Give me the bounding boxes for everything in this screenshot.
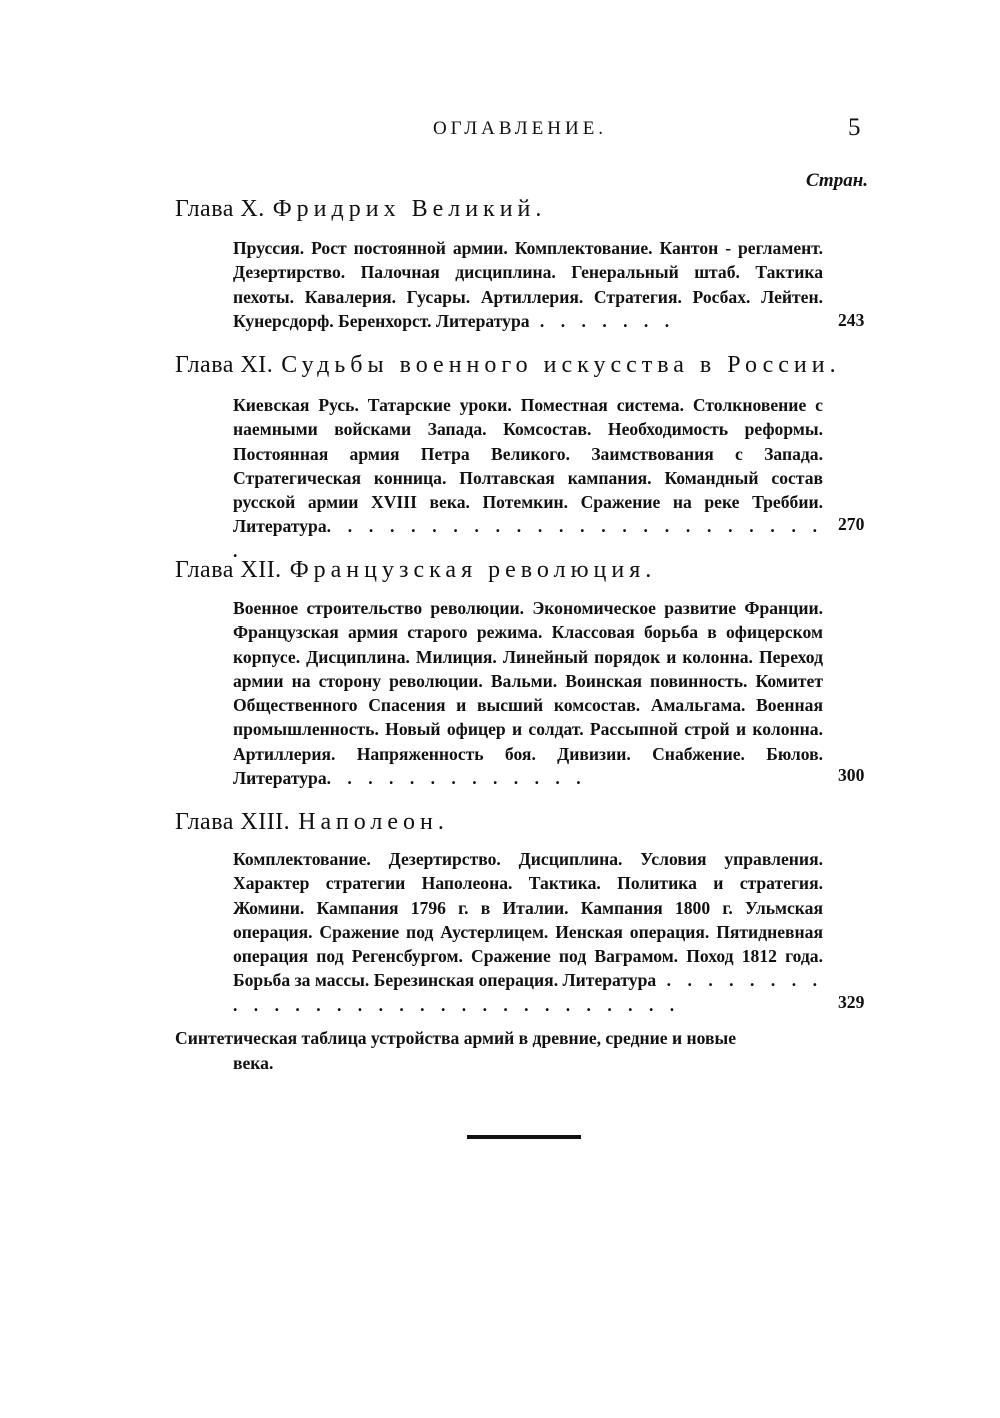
chapter-contents <box>233 236 823 333</box>
chapter-title: Французская революция. <box>289 557 657 583</box>
chapter-number: Глава XIII. <box>175 809 291 835</box>
pages-column-label: Стран. <box>805 170 868 191</box>
chapter-number: Глава XII. <box>175 557 282 583</box>
chapter-number: Глава XI. <box>175 352 274 378</box>
chapter-contents <box>233 393 823 563</box>
chapter-page-number: 243 <box>838 310 865 330</box>
running-title: ОГЛАВЛЕНИЕ. <box>432 118 608 139</box>
dot-leaders: . . . . . . . . . . . . . . . . . . . . . . . . . . . . . . <box>233 970 823 1015</box>
chapter-heading <box>175 809 449 836</box>
chapter-number: Глава X. <box>175 196 265 222</box>
chapter-title: Фридрих Великий. <box>272 196 547 222</box>
chapter-heading <box>175 557 656 584</box>
dot-leaders: . . . . . . . . . . . . . . . . . . . . . . . . . <box>233 516 823 561</box>
chapter-heading <box>175 196 546 223</box>
chapter-contents <box>233 596 823 790</box>
synthetic-table-entry <box>175 1026 823 1075</box>
dot-leaders: . . . . . . . . . . . . . <box>326 768 587 789</box>
chapter-title: Судьбы военного искусства в России. <box>281 352 841 378</box>
chapter-page-number: 300 <box>838 765 865 785</box>
chapter-title: Наполеон. <box>298 809 449 835</box>
end-rule-divider <box>467 1135 581 1139</box>
synthetic-table-line: Синтетическая таблица устройства армий в древние, средние и новые <box>175 1028 737 1048</box>
contents-text: Пруссия. Рост постоянной армии. Комплектование. Кантон - регламент. Дезертирство. Палочная дисциплина. Генеральный штаб. Тактика пехоты. Кавалерия. Гусары. Артиллерия. Стратегия. Росбах. Лейтен. Кунерсдорф. Беренхорст. Литература <box>233 238 823 331</box>
chapter-page-number: 270 <box>838 514 865 534</box>
chapter-page-number: 329 <box>838 992 865 1012</box>
chapter-contents <box>233 847 823 1017</box>
contents-text: Военное строительство революции. Экономическое развитие Франции. Французская армия старого режима. Классовая борьба в офицерском корпусе. Дисциплина. Милиция. Линейный порядок и колонна. Переход армии на сторону революции. Вальми. Воинская повинность. Комитет Общественного Спасения и высший комсостав. Амальгама. Военная промышленность. Новый офицер и солдат. Рассыпной строй и колонна. Артиллерия. Напряженность боя. Дивизии. Снабжение. Бюлов. Литература <box>233 598 823 789</box>
contents-text: Комплектование. Дезертирство. Дисциплина. Условия управления. Характер стратегии Наполеона. Тактика. Политика и стратегия. Жомини. Кампания 1796 г. в Италии. Кампания 1800 г. Ульмская операция. Сражение под Аустерлицем. Иенская операция. Пятидневная операция под Регенсбургом. Сражение под Ваграмом. Поход 1812 года. Борьба за массы. Березинская операция. Литература <box>233 849 823 991</box>
page-number: 5 <box>848 114 861 141</box>
synthetic-table-continuation: века. <box>233 1052 274 1073</box>
chapter-heading <box>175 352 841 379</box>
dot-leaders: . . . . . . . <box>529 310 676 331</box>
contents-text: Киевская Русь. Татарские уроки. Поместная система. Столкновение с наемными войсками Запада. Комсостав. Необходимость реформы. Постоянная армия Петра Великого. Заимствования с Запада. Стратегическая конница. Полтавская кампания. Командный состав русской армии XVIII века. Потемкин. Сражение на реке Треббии. Литература <box>233 395 823 537</box>
